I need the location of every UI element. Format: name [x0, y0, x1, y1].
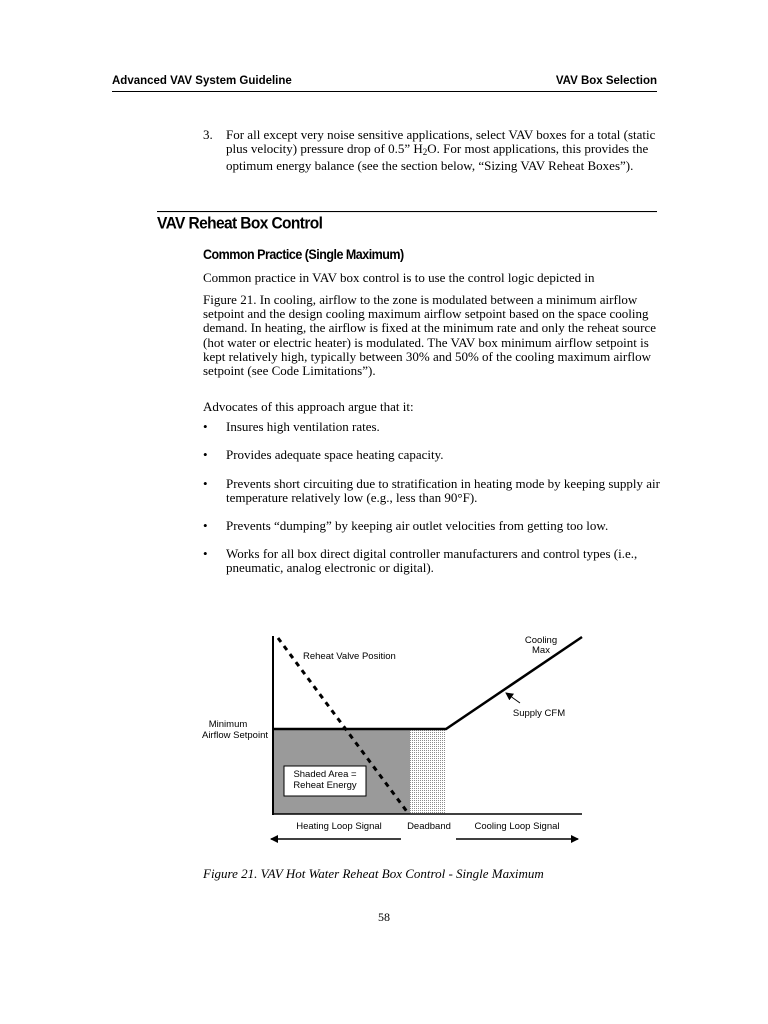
bullet-text: Provides adequate space heating capacity. — [226, 447, 444, 462]
deadband-area — [410, 729, 446, 814]
paragraph-1: Common practice in VAV box control is to use the control logic depicted in — [203, 270, 595, 285]
paragraph-2: Figure 21. In cooling, airflow to the zone is modulated between a minimum airflow setpoint and the design cooling maximum airflow setpoint based on the space cooling demand. In heating, the airflow is fixed at the minimum rate and only the reheat source (hot water or electric heater) is modulated. The VAV box minimum airflow setpoint is kept relatively high, typically between 30% and 50% of the cooling maximum airflow setpoint (see Code Limitations”). — [203, 292, 657, 379]
min-airflow-label-1: Minimum — [208, 719, 248, 730]
bullet-dot: • — [203, 419, 208, 434]
item-text — [226, 128, 663, 174]
min-airflow-label-2: Airflow Setpoint — [201, 730, 269, 741]
shaded-area-label-1: Shaded Area = — [293, 769, 357, 780]
header-title: Advanced VAV System Guideline — [112, 75, 292, 87]
cooling-max-label-1: Cooling — [524, 635, 558, 646]
shaded-area-label-2: Reheat Energy — [293, 780, 357, 791]
heating-signal-label: Heating Loop Signal — [296, 821, 382, 832]
control-sequence-diagram — [190, 620, 600, 860]
page-number: 58 — [378, 910, 390, 924]
figure-caption: Figure 21. VAV Hot Water Reheat Box Control - Single Maximum — [203, 866, 544, 881]
bullet-dot: • — [203, 518, 208, 533]
section-title: VAV Reheat Box Control — [157, 211, 657, 234]
item-text-part2: O. For most applications, this provides the optimum energy balance (see the section below, “Sizing VAV Reheat Boxes”). — [226, 141, 649, 174]
supply-cfm-label: Supply CFM — [512, 708, 566, 719]
bullet-text: Prevents “dumping” by keeping air outlet velocities from getting too low. — [226, 518, 609, 533]
bullet-text: Works for all box direct digital controller manufacturers and control types (i.e., pneumatic, analog electronic or digital). — [226, 546, 638, 576]
item-text-subscript: 2 — [422, 147, 428, 158]
running-header — [112, 75, 657, 92]
deadband-label: Deadband — [407, 821, 451, 832]
supply-cfm-pointer — [506, 693, 520, 703]
reheat-valve-label: Reheat Valve Position — [303, 651, 396, 662]
item-number: 3. — [203, 127, 213, 142]
subsection-title: Common Practice (Single Maximum) — [203, 247, 404, 263]
bullet-dot: • — [203, 447, 208, 462]
bullet-text: Prevents short circuiting due to stratification in heating mode by keeping supply air temperature relatively low (e.g., less than 90°F). — [226, 476, 660, 506]
bullet-dot: • — [203, 476, 208, 491]
paragraph-3: Advocates of this approach argue that it: — [203, 399, 414, 414]
cooling-signal-label: Cooling Loop Signal — [474, 821, 560, 832]
item-text-part1: For all except very noise sensitive applications, select VAV boxes for a total (static plus velocity) pressure drop of 0.5” H — [226, 127, 656, 157]
header-section: VAV Box Selection — [555, 75, 657, 87]
bullet-dot: • — [203, 546, 208, 561]
cooling-max-label-2: Max — [532, 645, 550, 656]
bullet-text: Insures high ventilation rates. — [226, 419, 380, 434]
